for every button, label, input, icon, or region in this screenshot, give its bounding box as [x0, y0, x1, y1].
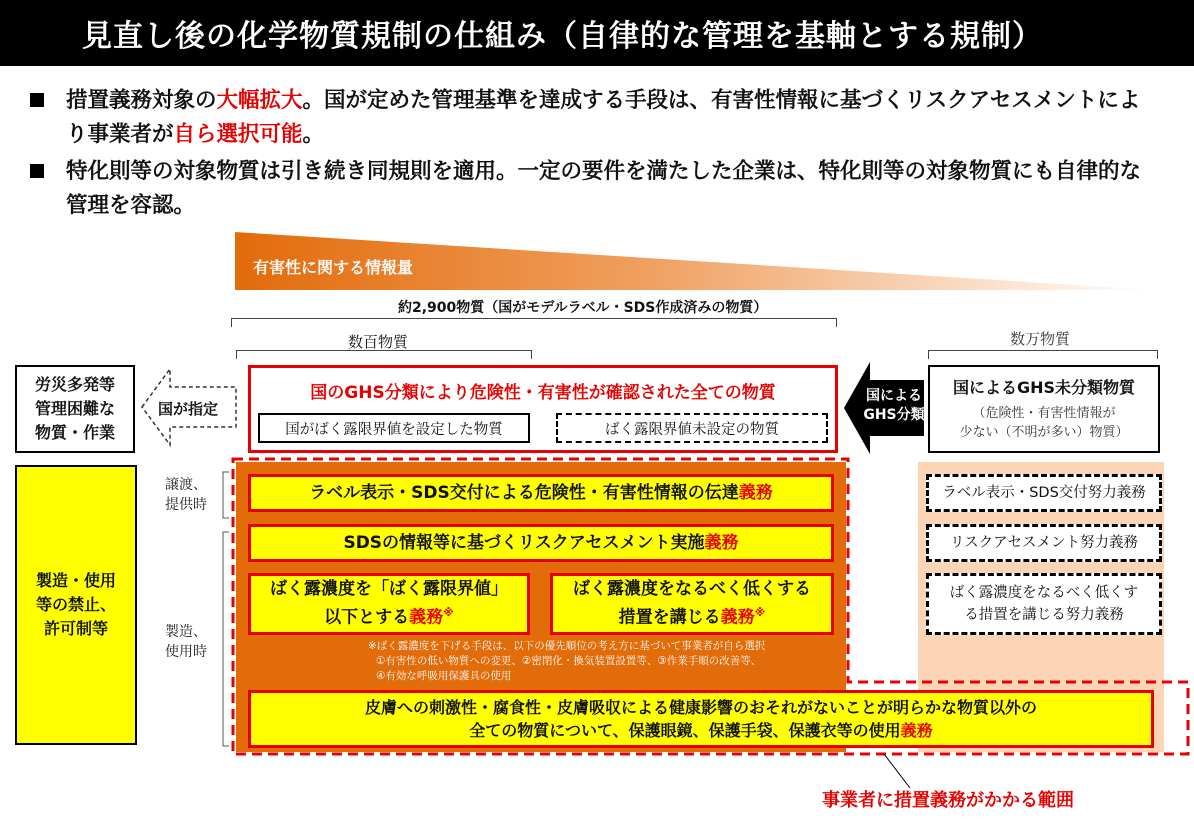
bullet-text: 。国が定めた管理基準を達成する手段は、有害性情報に基づくリスクアセスメントにより事業者が	[66, 88, 1141, 147]
note-line: ①有害性の低い物質への変更、②密閉化・換気装置設置等、③作業手順の改善等、	[376, 655, 762, 667]
unclassified-box	[928, 365, 1160, 453]
designate-label: 国が指定	[158, 400, 219, 418]
bullet-square-icon	[30, 164, 44, 178]
duty-keyword: 義務	[704, 532, 739, 553]
prohibition-line: 製造・使用	[35, 571, 116, 590]
high-risk-line: 管理困難な	[34, 399, 115, 418]
effort-label-sds: ラベル表示・SDS交付努力義務	[926, 474, 1162, 512]
bullet-2-text	[66, 155, 1156, 223]
duty-text: 皮膚への刺激性・腐食性・皮膚吸収による健康影響のおそれがないことが明らかな物質以外の	[364, 698, 1037, 717]
unclassified-note: （危険性・有害性情報が	[972, 406, 1116, 421]
duty-text: SDSの情報等に基づくリスクアセスメント実施	[343, 532, 705, 553]
gradient-label: 有害性に関する情報量	[253, 258, 414, 277]
prohibition-line: 等の禁止、	[35, 595, 116, 614]
ghs-classification-label	[862, 387, 926, 425]
duty-text: ばく露濃度をなるべく低くする	[573, 579, 811, 600]
unclassified-title: 国によるGHS未分類物質	[952, 378, 1136, 397]
note-mark: ※	[754, 606, 766, 620]
bullet-highlight: 自ら選択可能	[173, 122, 303, 147]
duty-keyword: 義務	[900, 721, 933, 740]
high-risk-line: 労災多発等	[34, 375, 115, 394]
effort-risk-assessment: リスクアセスメント努力義務	[926, 524, 1162, 562]
effort-line: ばく露濃度をなるべく低くす	[949, 585, 1139, 601]
duty-text: 措置を講じる	[618, 607, 721, 628]
note-line: ④有効な呼吸用保護具の使用	[376, 670, 512, 682]
duty-text: 全ての物質について、保護眼鏡、保護手袋、保護衣等の使用	[469, 721, 901, 740]
duty-keyword: 義務	[409, 607, 444, 628]
duty-text: ばく露濃度を「ばく露限界値」	[270, 579, 508, 600]
duty-text: ラベル表示・SDS交付による危険性・有害性情報の伝達	[309, 482, 739, 503]
ghs-classification-line: 国による	[866, 388, 922, 404]
note-mark: ※	[443, 606, 454, 620]
bullet-text: 特化則等の対象物質は引き続き同規則を適用。一定の要件を満たした企業は、特化則等の対象物質にも自律的な管理を容認。	[66, 159, 1142, 218]
count-hundreds: 数百物質	[348, 333, 409, 351]
bracket-tens-of-thousands	[928, 350, 1158, 359]
count-2900: 約2,900物質（国がモデルラベル・SDS作成済みの物質）	[398, 300, 768, 316]
phase-use-line: 使用時	[165, 644, 207, 660]
bullet-1-text	[66, 84, 1156, 152]
phase-transfer-line: 譲渡、	[165, 477, 207, 493]
page-title: 見直し後の化学物質規制の仕組み（自律的な管理を基軸とする規制）	[0, 0, 1194, 66]
effort-line: る措置を講じる努力義務	[964, 607, 1124, 623]
phase-use-label	[165, 622, 207, 662]
prohibition-line: 許可制等	[43, 619, 108, 638]
note-line: ※ばく露濃度を下げる手段は、以下の優先順位の考え方に基づいて事業者が自ら選択	[368, 640, 766, 652]
duty-scope-outline	[230, 456, 1194, 758]
high-risk-substances-box	[15, 365, 135, 453]
count-tens-of-thousands: 数万物質	[1010, 330, 1071, 348]
bracket-hundreds	[236, 350, 532, 359]
transfer-brace	[215, 470, 231, 520]
bullet-square-icon	[30, 93, 44, 107]
ghs-classified-title: 国のGHS分類により危険性・有害性が確認された全ての物質	[310, 383, 776, 403]
bullet-highlight: 大幅拡大	[216, 88, 303, 113]
exposure-limit-unset-box: ばく露限界値未設定の物質	[556, 413, 828, 443]
high-risk-line: 物質・作業	[34, 423, 115, 442]
duty-keyword: 義務	[738, 482, 773, 503]
phase-use-line: 製造、	[165, 624, 207, 640]
prohibition-box	[15, 465, 137, 745]
use-brace	[215, 530, 231, 748]
bullet-1	[30, 84, 1141, 154]
bracket-2900	[231, 318, 837, 327]
bullet-text: 。	[302, 122, 325, 147]
scope-label: 事業者に措置義務がかかる範囲	[822, 790, 1074, 811]
bullet-text: 措置義務対象の	[66, 88, 217, 113]
exposure-limit-set-box: 国がばく露限界値を設定した物質	[258, 413, 530, 443]
duty-keyword: 義務	[720, 607, 755, 628]
unclassified-note: 少ない（不明が多い）物質）	[959, 425, 1129, 440]
ghs-classification-line: GHS分類	[863, 407, 925, 423]
duty-text: 以下とする	[324, 607, 410, 628]
bullet-2	[30, 155, 1142, 225]
phase-transfer-line: 提供時	[165, 497, 207, 513]
phase-transfer-label	[165, 475, 207, 515]
